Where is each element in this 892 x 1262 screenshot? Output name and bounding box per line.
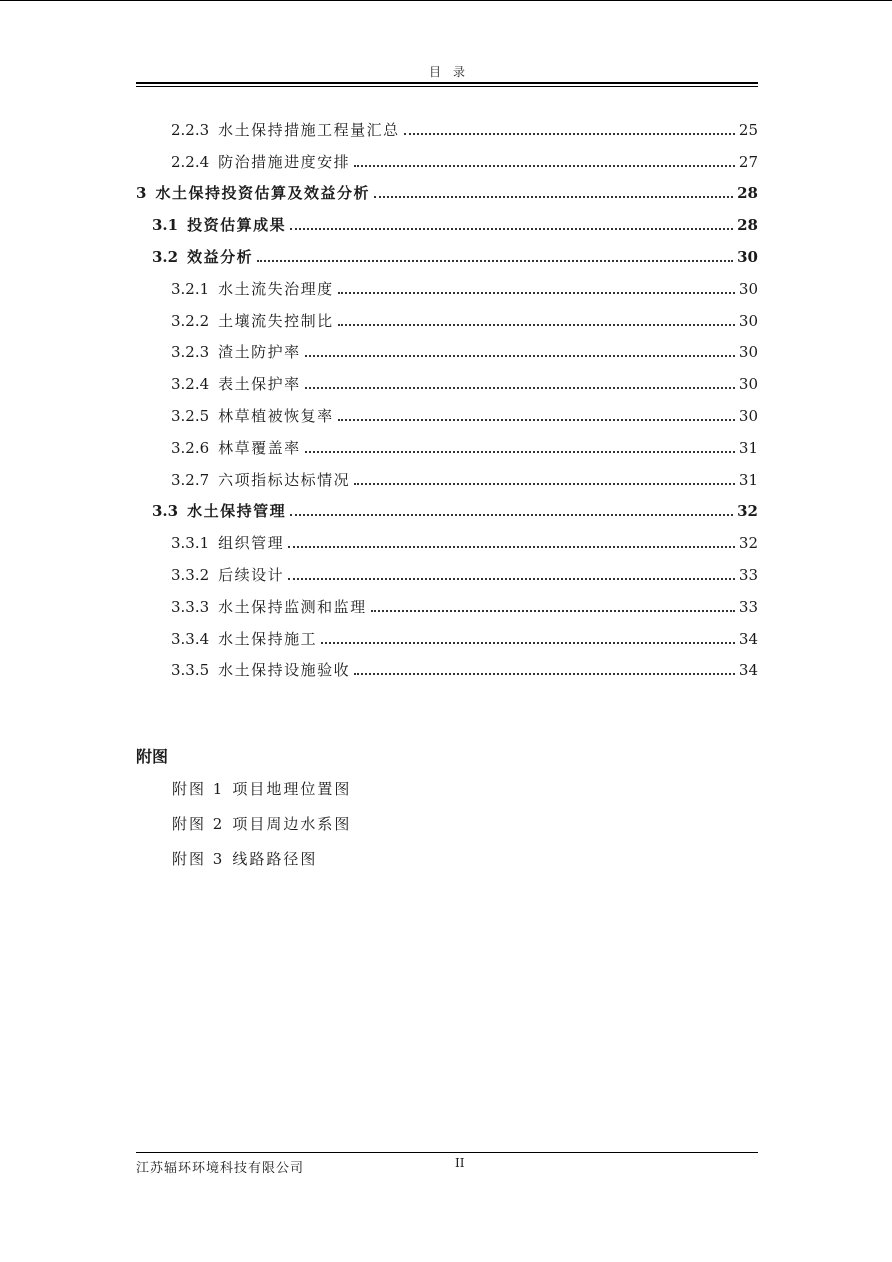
toc-entry-title: 水土保持措施工程量汇总	[218, 120, 400, 139]
toc-entry[interactable]	[136, 267, 758, 299]
toc-entry-page: 30	[738, 375, 758, 394]
toc-entry-number: 3.2	[152, 247, 179, 266]
toc-entry-title: 水土保持投资估算及效益分析	[155, 184, 370, 203]
toc-entry-number: 3.2.3	[171, 343, 210, 362]
toc-entry-title: 林草覆盖率	[218, 438, 301, 457]
toc-entry-title: 水土保持设施验收	[218, 661, 351, 680]
toc-entry-title: 林草植被恢复率	[218, 406, 334, 425]
toc-dot-leader	[305, 450, 735, 453]
toc-dot-leader	[371, 609, 735, 612]
toc-entry-number: 3.3.5	[171, 661, 210, 680]
toc-dot-leader	[290, 227, 733, 230]
toc-entry-page: 30	[737, 247, 758, 266]
toc-entry-number: 2.2.3	[171, 120, 210, 139]
toc-entry-page: 30	[738, 343, 758, 362]
toc-entry[interactable]	[136, 649, 758, 681]
toc-entry-number: 2.2.4	[171, 152, 210, 171]
toc-entry-title: 效益分析	[187, 247, 254, 266]
toc-entry-number: 3.1	[152, 216, 179, 235]
toc-entry-page: 32	[738, 534, 758, 553]
toc-entry-number: 3.3.3	[171, 597, 210, 616]
toc-entry[interactable]	[136, 331, 758, 363]
appendix-list	[172, 778, 351, 883]
toc-entry-page: 34	[738, 629, 758, 648]
toc-entry-page: 30	[738, 311, 758, 330]
toc-entry[interactable]	[136, 585, 758, 617]
appendix-item-label: 附图 2	[172, 815, 225, 833]
header-rule-thin	[136, 86, 758, 87]
toc-entry[interactable]	[136, 458, 758, 490]
toc-dot-leader	[338, 323, 735, 326]
toc-entry-title: 防治措施进度安排	[218, 152, 351, 171]
toc-entry[interactable]	[136, 490, 758, 522]
footer-rule	[136, 1152, 758, 1153]
toc-entry[interactable]	[136, 362, 758, 394]
toc-dot-leader	[288, 577, 735, 580]
appendix-item-label: 附图 1	[172, 780, 225, 798]
toc-entry-page: 31	[738, 470, 758, 489]
toc-entry-title: 水土保持施工	[218, 629, 318, 648]
toc-dot-leader	[321, 641, 735, 644]
toc-entry-number: 3.2.1	[171, 279, 210, 298]
toc-entry-number: 3.2.7	[171, 470, 210, 489]
toc-entry-number: 3.2.6	[171, 438, 210, 457]
toc-entry-page: 25	[738, 120, 758, 139]
toc-dot-leader	[257, 259, 733, 262]
toc-entry-page: 30	[738, 279, 758, 298]
toc-entry[interactable]	[136, 108, 758, 140]
toc-entry-number: 3	[136, 184, 147, 203]
toc-dot-leader	[290, 513, 733, 516]
toc-entry-title: 水土流失治理度	[218, 279, 334, 298]
toc-entry-page: 33	[738, 597, 758, 616]
toc-dot-leader	[374, 195, 733, 198]
toc-dot-leader	[305, 354, 735, 357]
toc-entry-page: 28	[737, 184, 758, 203]
toc-entry[interactable]	[136, 235, 758, 267]
toc-dot-leader	[354, 164, 735, 167]
toc-entry-number: 3.3	[152, 502, 179, 521]
toc-dot-leader	[338, 291, 735, 294]
toc-entry[interactable]	[136, 299, 758, 331]
appendix-item-label: 附图 3	[172, 850, 225, 868]
toc-entry-title: 组织管理	[218, 534, 285, 553]
toc-entry[interactable]	[136, 172, 758, 204]
appendix-item-title: 项目地理位置图	[232, 780, 352, 798]
toc-entry-title: 渣土防护率	[218, 343, 301, 362]
toc-entry-page: 34	[738, 661, 758, 680]
toc-entry-page: 33	[738, 565, 758, 584]
toc-entry[interactable]	[136, 203, 758, 235]
toc-entry-number: 3.2.4	[171, 375, 210, 394]
toc-entry-number: 3.2.2	[171, 311, 210, 330]
toc-entry-title: 表土保护率	[218, 375, 301, 394]
page-top-edge	[0, 0, 892, 1]
toc-dot-leader	[288, 545, 735, 548]
toc-entry-number: 3.2.5	[171, 406, 210, 425]
toc-entry-page: 32	[737, 502, 758, 521]
toc-entry-title: 土壤流失控制比	[218, 311, 334, 330]
appendix-item-title: 线路路径图	[232, 850, 318, 868]
toc-entry-title: 后续设计	[218, 565, 285, 584]
toc-entry-title: 六项指标达标情况	[218, 470, 351, 489]
toc-entry[interactable]	[136, 394, 758, 426]
toc-dot-leader	[354, 672, 735, 675]
toc-entry-page: 27	[738, 152, 758, 171]
toc-entry[interactable]	[136, 617, 758, 649]
toc-entry-title: 投资估算成果	[187, 216, 287, 235]
toc-entry-page: 31	[738, 438, 758, 457]
toc-dot-leader	[338, 418, 735, 421]
appendix-heading: 附图	[136, 747, 169, 766]
table-of-contents	[136, 108, 758, 680]
appendix-item[interactable]	[172, 778, 351, 813]
toc-entry[interactable]	[136, 521, 758, 553]
appendix-item[interactable]	[172, 813, 351, 848]
appendix-item-title: 项目周边水系图	[232, 815, 352, 833]
header-rule-thick	[136, 82, 758, 84]
toc-entry-number: 3.3.1	[171, 534, 210, 553]
toc-entry-number: 3.3.4	[171, 629, 210, 648]
toc-entry-title: 水土保持监测和监理	[218, 597, 367, 616]
toc-entry[interactable]	[136, 140, 758, 172]
toc-entry-page: 28	[737, 216, 758, 235]
footer-page-number: II	[455, 1156, 465, 1170]
toc-dot-leader	[404, 132, 735, 135]
toc-entry[interactable]	[136, 426, 758, 458]
page-header-title: 目录	[428, 65, 477, 79]
toc-dot-leader	[305, 386, 735, 389]
footer-company: 江苏辐环环境科技有限公司	[136, 1161, 305, 1176]
toc-dot-leader	[354, 482, 735, 485]
toc-entry-page: 30	[738, 406, 758, 425]
appendix-item[interactable]	[172, 848, 351, 883]
toc-entry-title: 水土保持管理	[187, 502, 287, 521]
toc-entry-number: 3.3.2	[171, 565, 210, 584]
toc-entry[interactable]	[136, 553, 758, 585]
